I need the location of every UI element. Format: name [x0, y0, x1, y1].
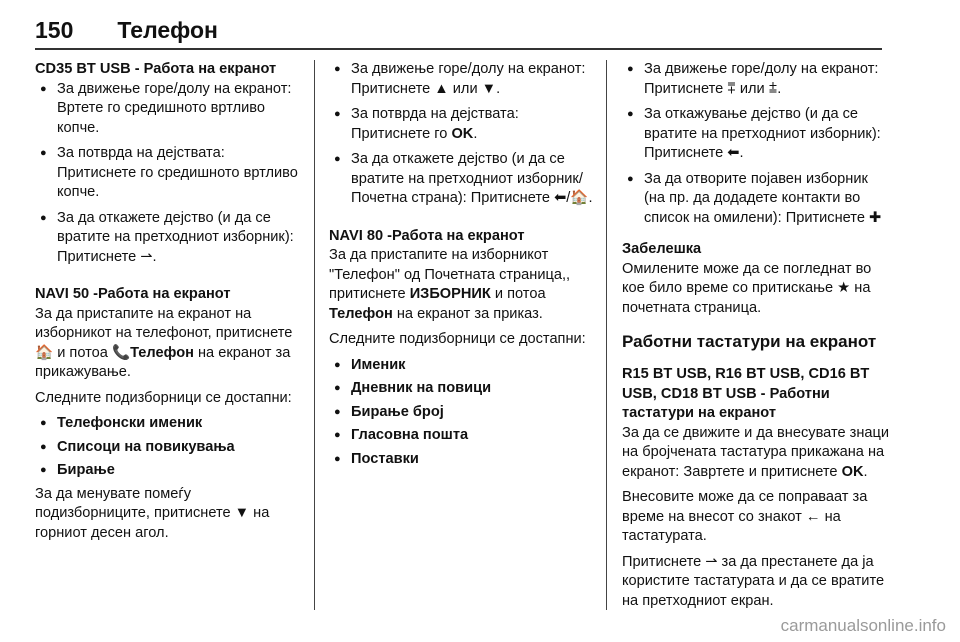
column-1	[35, 60, 303, 549]
page-header	[35, 10, 218, 50]
header-rule	[35, 48, 882, 50]
bullet-confirm: ● За потврда на дејствата: Притиснете го OK.	[329, 105, 599, 144]
heading-models: R15 BT USB, R16 BT USB, CD16 BT USB, CD18 BT USB - Работни тастатури на екранот	[622, 366, 870, 421]
heading-keyboards: Работни тастатури на екранот	[622, 332, 877, 351]
heading-navi80: NAVI 80 -Работа на екранот	[329, 227, 525, 244]
bullet-cancel: ● За откажување дејство (и да се вратите на претходниот изборник): Притиснете ⬅.	[622, 105, 890, 164]
paragraph-switch: За да менувате помеѓу подизборниците, притиснете ▼ на горниот десен агол.	[35, 485, 270, 541]
list-item: ● Поставки	[329, 450, 599, 470]
list-item: ● Дневник на повици	[329, 379, 599, 399]
home-icon: 🏠	[35, 344, 54, 361]
list-item: ● Гласовна пошта	[329, 426, 599, 446]
column-divider-1	[314, 60, 315, 610]
page-number: 150	[35, 16, 74, 43]
note-title: Забелешка	[622, 241, 702, 257]
watermark: carmanualsonline.info	[780, 616, 946, 635]
paragraph-correct: Внесовите може да се поправаат за време на внесот со знакот ← на тастатурата.	[622, 489, 868, 544]
bullet-scroll: ● За движење горе/долу на екранот: Вртете го средишното вртливо копче.	[35, 80, 303, 139]
bullet-scroll: ● За движење горе/долу на екранот: Притиснете ▲ или ▼.	[329, 60, 599, 99]
list-item: ● Бирање број	[329, 403, 599, 423]
heading-navi50: NAVI 50 -Работа на екранот	[35, 286, 231, 302]
phone-icon: 📞	[111, 344, 131, 361]
paragraph-submenus: Следните подизборници се достапни:	[329, 331, 586, 347]
page-title: Телефон	[117, 16, 218, 43]
paragraph-enter: За да се движите и да внесувате знаци на бројчената тастатура прикажана на екранот: Завртете и притиснете OK.	[622, 424, 890, 480]
bullet-cancel: ● За да откажете дејство (и да се вратите на претходниот изборник): Притиснете ⇀.	[35, 209, 303, 268]
column-2	[329, 60, 599, 473]
paragraph-access: За да пристапите на изборникот "Телефон" од Почетната страница,, притиснете ИЗБОРНИК и потоа Телефон на екранот за приказ.	[329, 247, 571, 322]
column-divider-2	[606, 60, 607, 610]
note-body: Омилените може да се погледнат во кое било време со притискање ★ на почетната страница.	[622, 260, 872, 316]
paragraph-submenus: Следните подизборници се достапни:	[35, 389, 292, 406]
paragraph-exit: Притиснете ⇀ за да престанете да ја користите тастатурата и да се вратите на претходниот екран.	[622, 553, 885, 609]
bullet-popup: ● За да отворите појавен изборник (на пр. да додадете контакти во список на омилени): Притиснете ✚	[622, 170, 890, 229]
bullet-cancel: ● За да откажете дејство (и да се вратите на претходниот изборник/Почетна страна): Притиснете ⬅/🏠.	[329, 150, 599, 209]
paragraph-access: За да пристапите на екранот на изборникот на телефонот, притиснете 🏠 и потоа 📞Телефон на екранот за прикажување.	[35, 305, 293, 380]
list-item: ● Именик	[329, 356, 599, 376]
list-item: ● Списоци на повикувања	[35, 438, 303, 458]
column-3	[622, 60, 890, 617]
list-item: ● Телефонски именик	[35, 414, 303, 434]
bullet-scroll: ● За движење горе/долу на екранот: Притиснете ⩱ или ⩲.	[622, 60, 890, 99]
heading-cd35: CD35 BT USB - Работа на екранот	[35, 61, 277, 77]
bullet-confirm: ● За потврда на дејствата: Притиснете го средишното вртливо копче.	[35, 144, 303, 203]
list-item: ● Бирање	[35, 461, 303, 481]
